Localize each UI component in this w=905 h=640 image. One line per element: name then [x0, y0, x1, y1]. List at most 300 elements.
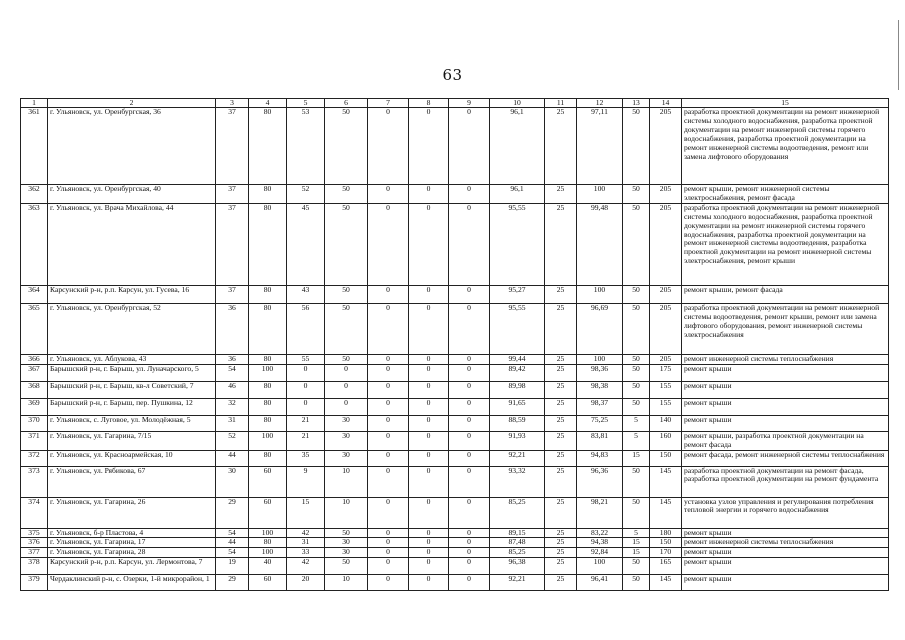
row-number-cell: 374 — [21, 497, 48, 528]
address-cell: Барышский р-н, г. Барыш, ул. Луначарского, 5 — [48, 364, 216, 381]
col-6-cell: 30 — [325, 450, 368, 466]
col-8-cell: 0 — [409, 575, 449, 591]
column-header-14: 14 — [650, 99, 682, 108]
col-8-cell: 0 — [409, 185, 449, 204]
work-types-cell: ремонт крыши, разработка проектной документации на ремонт фасада — [682, 431, 889, 450]
address-cell: г. Ульяновск, ул. Врача Михайлова, 44 — [48, 203, 216, 285]
address-cell: г. Ульяновск, ул. Гагарина, 26 — [48, 497, 216, 528]
col-4-cell: 60 — [249, 497, 287, 528]
col-3-cell: 37 — [216, 285, 249, 303]
repair-program-table — [20, 98, 889, 591]
col-7-cell: 0 — [368, 558, 409, 575]
col-14-cell: 205 — [650, 203, 682, 285]
column-header-15: 15 — [682, 99, 889, 108]
col-8-cell: 0 — [409, 303, 449, 354]
work-types-cell: установка узлов управления и регулирования потребления тепловой энергии и горячего водоснабжения — [682, 497, 889, 528]
table-row — [21, 303, 889, 354]
col-11-cell: 25 — [545, 466, 577, 497]
address-cell: Барышский р-н, г. Барыш, кв-л Советский, 7 — [48, 381, 216, 398]
col-10-cell: 92,21 — [490, 450, 545, 466]
col-14-cell: 205 — [650, 303, 682, 354]
col-13-cell: 50 — [623, 364, 650, 381]
col-11-cell: 25 — [545, 364, 577, 381]
col-12-cell: 100 — [577, 285, 623, 303]
col-5-cell: 20 — [287, 575, 325, 591]
column-header-11: 11 — [545, 99, 577, 108]
address-cell: г. Ульяновск, с. Луговое, ул. Молодёжная, 5 — [48, 415, 216, 431]
col-6-cell: 50 — [325, 528, 368, 538]
col-6-cell: 30 — [325, 548, 368, 558]
table-row — [21, 185, 889, 204]
col-11-cell: 25 — [545, 381, 577, 398]
row-number-cell: 370 — [21, 415, 48, 431]
col-10-cell: 96,1 — [490, 185, 545, 204]
col-11-cell: 25 — [545, 285, 577, 303]
col-14-cell: 150 — [650, 450, 682, 466]
col-7-cell: 0 — [368, 285, 409, 303]
col-3-cell: 44 — [216, 450, 249, 466]
table-row — [21, 108, 889, 185]
col-12-cell: 75,25 — [577, 415, 623, 431]
col-11-cell: 25 — [545, 538, 577, 548]
col-11-cell: 25 — [545, 431, 577, 450]
work-types-cell: ремонт инженерной системы теплоснабжения — [682, 354, 889, 364]
row-number-cell: 375 — [21, 528, 48, 538]
col-11-cell: 25 — [545, 203, 577, 285]
column-header-6: 6 — [325, 99, 368, 108]
col-13-cell: 50 — [623, 354, 650, 364]
work-types-cell: ремонт крыши — [682, 548, 889, 558]
address-cell: Карсунский р-н, р.п. Карсун, ул. Гусева, 16 — [48, 285, 216, 303]
col-3-cell: 30 — [216, 466, 249, 497]
col-7-cell: 0 — [368, 415, 409, 431]
address-cell: г. Ульяновск, ул. Гагарина, 28 — [48, 548, 216, 558]
col-10-cell: 96,1 — [490, 108, 545, 185]
col-10-cell: 92,21 — [490, 575, 545, 591]
address-cell: г. Ульяновск, ул. Красноармейская, 10 — [48, 450, 216, 466]
col-13-cell: 50 — [623, 203, 650, 285]
col-13-cell: 15 — [623, 548, 650, 558]
col-3-cell: 54 — [216, 364, 249, 381]
col-3-cell: 36 — [216, 303, 249, 354]
work-types-cell: разработка проектной документации на ремонт инженерной системы холодного водоснабжения, разработка проектной документации на ремонт инженерной системы горячего водоснабжения, разработка проектной документации на ремонт инженерной системы водоотведения, разработка проектной документации на ремонт инженерной системы электроснабжения, ремонт крыши — [682, 203, 889, 285]
col-3-cell: 37 — [216, 203, 249, 285]
col-6-cell: 0 — [325, 381, 368, 398]
col-11-cell: 25 — [545, 528, 577, 538]
col-8-cell: 0 — [409, 497, 449, 528]
col-8-cell: 0 — [409, 431, 449, 450]
col-6-cell: 50 — [325, 108, 368, 185]
col-7-cell: 0 — [368, 497, 409, 528]
work-types-cell: ремонт фасада, ремонт инженерной системы теплоснабжения — [682, 450, 889, 466]
col-9-cell: 0 — [449, 203, 490, 285]
page-number: 63 — [442, 66, 463, 84]
table-row — [21, 450, 889, 466]
work-types-cell: ремонт крыши — [682, 415, 889, 431]
col-14-cell: 145 — [650, 466, 682, 497]
work-types-cell: ремонт крыши — [682, 528, 889, 538]
address-cell: г. Ульяновск, ул. Оренбургская, 52 — [48, 303, 216, 354]
column-header-7: 7 — [368, 99, 409, 108]
row-number-cell: 371 — [21, 431, 48, 450]
col-10-cell: 99,44 — [490, 354, 545, 364]
work-types-cell: ремонт крыши, ремонт инженерной системы электроснабжения, ремонт фасада — [682, 185, 889, 204]
col-7-cell: 0 — [368, 203, 409, 285]
col-7-cell: 0 — [368, 466, 409, 497]
col-11-cell: 25 — [545, 415, 577, 431]
col-7-cell: 0 — [368, 528, 409, 538]
col-4-cell: 80 — [249, 398, 287, 415]
table-row — [21, 203, 889, 285]
col-5-cell: 56 — [287, 303, 325, 354]
row-number-cell: 369 — [21, 398, 48, 415]
col-8-cell: 0 — [409, 415, 449, 431]
row-number-cell: 365 — [21, 303, 48, 354]
address-cell: Чердаклинский р-н, с. Озерки, 1-й микрорайон, 1 — [48, 575, 216, 591]
address-cell: г. Ульяновск, ул. Рябикова, 67 — [48, 466, 216, 497]
col-10-cell: 89,98 — [490, 381, 545, 398]
address-cell: Барышский р-н, г. Барыш, пер. Пушкина, 12 — [48, 398, 216, 415]
col-8-cell: 0 — [409, 548, 449, 558]
col-5-cell: 43 — [287, 285, 325, 303]
row-number-cell: 364 — [21, 285, 48, 303]
col-6-cell: 50 — [325, 558, 368, 575]
col-3-cell: 29 — [216, 575, 249, 591]
col-13-cell: 15 — [623, 538, 650, 548]
col-3-cell: 46 — [216, 381, 249, 398]
col-9-cell: 0 — [449, 548, 490, 558]
col-14-cell: 155 — [650, 398, 682, 415]
col-10-cell: 96,38 — [490, 558, 545, 575]
work-types-cell: разработка проектной документации на ремонт фасада, разработка проектной документации на ремонт фундамента — [682, 466, 889, 497]
col-9-cell: 0 — [449, 497, 490, 528]
col-12-cell: 94,83 — [577, 450, 623, 466]
col-8-cell: 0 — [409, 538, 449, 548]
col-11-cell: 25 — [545, 108, 577, 185]
table-row — [21, 497, 889, 528]
col-8-cell: 0 — [409, 285, 449, 303]
table-row — [21, 528, 889, 538]
work-types-cell: ремонт крыши, ремонт фасада — [682, 285, 889, 303]
col-12-cell: 100 — [577, 354, 623, 364]
work-types-cell: разработка проектной документации на ремонт инженерной системы водоотведения, ремонт крыши, ремонт или замена лифтового оборудования, ремонт инженерной системы электроснабжения — [682, 303, 889, 354]
col-5-cell: 42 — [287, 558, 325, 575]
col-11-cell: 25 — [545, 185, 577, 204]
col-13-cell: 50 — [623, 575, 650, 591]
address-cell: г. Ульяновск, ул. Оренбургская, 36 — [48, 108, 216, 185]
col-8-cell: 0 — [409, 398, 449, 415]
col-12-cell: 98,37 — [577, 398, 623, 415]
col-3-cell: 52 — [216, 431, 249, 450]
col-14-cell: 155 — [650, 381, 682, 398]
col-8-cell: 0 — [409, 203, 449, 285]
col-14-cell: 180 — [650, 528, 682, 538]
col-14-cell: 205 — [650, 185, 682, 204]
col-10-cell: 89,42 — [490, 364, 545, 381]
col-6-cell: 50 — [325, 303, 368, 354]
col-14-cell: 205 — [650, 285, 682, 303]
col-10-cell: 95,55 — [490, 303, 545, 354]
col-9-cell: 0 — [449, 558, 490, 575]
col-9-cell: 0 — [449, 303, 490, 354]
column-header-3: 3 — [216, 99, 249, 108]
col-8-cell: 0 — [409, 364, 449, 381]
col-6-cell: 10 — [325, 466, 368, 497]
col-12-cell: 99,48 — [577, 203, 623, 285]
col-11-cell: 25 — [545, 575, 577, 591]
table-row — [21, 415, 889, 431]
col-13-cell: 50 — [623, 303, 650, 354]
column-header-5: 5 — [287, 99, 325, 108]
col-5-cell: 0 — [287, 398, 325, 415]
col-3-cell: 44 — [216, 538, 249, 548]
col-9-cell: 0 — [449, 466, 490, 497]
col-13-cell: 5 — [623, 415, 650, 431]
col-9-cell: 0 — [449, 381, 490, 398]
col-13-cell: 50 — [623, 185, 650, 204]
col-4-cell: 80 — [249, 203, 287, 285]
col-12-cell: 98,21 — [577, 497, 623, 528]
col-3-cell: 32 — [216, 398, 249, 415]
col-14-cell: 205 — [650, 108, 682, 185]
col-12-cell: 97,11 — [577, 108, 623, 185]
col-10-cell: 85,25 — [490, 497, 545, 528]
column-header-12: 12 — [577, 99, 623, 108]
col-14-cell: 140 — [650, 415, 682, 431]
table-row — [21, 558, 889, 575]
col-9-cell: 0 — [449, 108, 490, 185]
col-12-cell: 96,69 — [577, 303, 623, 354]
row-number-cell: 362 — [21, 185, 48, 204]
col-4-cell: 100 — [249, 548, 287, 558]
col-4-cell: 100 — [249, 431, 287, 450]
table-row — [21, 466, 889, 497]
table-row — [21, 354, 889, 364]
col-6-cell: 30 — [325, 415, 368, 431]
col-3-cell: 37 — [216, 108, 249, 185]
work-types-cell: ремонт инженерной системы теплоснабжения — [682, 538, 889, 548]
col-10-cell: 85,25 — [490, 548, 545, 558]
col-6-cell: 50 — [325, 185, 368, 204]
col-5-cell: 45 — [287, 203, 325, 285]
table-row — [21, 285, 889, 303]
col-8-cell: 0 — [409, 108, 449, 185]
col-5-cell: 42 — [287, 528, 325, 538]
table-row — [21, 398, 889, 415]
column-header-4: 4 — [249, 99, 287, 108]
column-header-2: 2 — [48, 99, 216, 108]
column-header-8: 8 — [409, 99, 449, 108]
col-3-cell: 19 — [216, 558, 249, 575]
row-number-cell: 376 — [21, 538, 48, 548]
col-12-cell: 96,41 — [577, 575, 623, 591]
col-10-cell: 91,93 — [490, 431, 545, 450]
col-11-cell: 25 — [545, 303, 577, 354]
col-7-cell: 0 — [368, 575, 409, 591]
row-number-cell: 366 — [21, 354, 48, 364]
col-5-cell: 53 — [287, 108, 325, 185]
col-13-cell: 50 — [623, 497, 650, 528]
col-10-cell: 93,32 — [490, 466, 545, 497]
address-cell: Карсунский р-н, р.п. Карсун, ул. Лермонтова, 7 — [48, 558, 216, 575]
col-9-cell: 0 — [449, 185, 490, 204]
address-cell: г. Ульяновск, ул. Аблукова, 43 — [48, 354, 216, 364]
col-9-cell: 0 — [449, 415, 490, 431]
col-6-cell: 50 — [325, 285, 368, 303]
col-4-cell: 80 — [249, 381, 287, 398]
col-5-cell: 31 — [287, 538, 325, 548]
col-9-cell: 0 — [449, 398, 490, 415]
col-5-cell: 0 — [287, 364, 325, 381]
col-3-cell: 29 — [216, 497, 249, 528]
column-header-10: 10 — [490, 99, 545, 108]
col-4-cell: 80 — [249, 450, 287, 466]
col-6-cell: 50 — [325, 203, 368, 285]
column-number-row — [21, 99, 889, 108]
col-7-cell: 0 — [368, 303, 409, 354]
col-12-cell: 83,22 — [577, 528, 623, 538]
col-4-cell: 100 — [249, 528, 287, 538]
col-7-cell: 0 — [368, 108, 409, 185]
col-3-cell: 37 — [216, 185, 249, 204]
col-6-cell: 10 — [325, 497, 368, 528]
work-types-cell: разработка проектной документации на ремонт инженерной системы холодного водоснабжения, разработка проектной документации на ремонт инженерной системы горячего водоснабжения, разработка проектной документации на ремонт инженерной системы водоотведения, ремонт или замена лифтового оборудования — [682, 108, 889, 185]
table-row — [21, 538, 889, 548]
col-8-cell: 0 — [409, 381, 449, 398]
col-12-cell: 100 — [577, 185, 623, 204]
col-14-cell: 205 — [650, 354, 682, 364]
col-12-cell: 100 — [577, 558, 623, 575]
col-4-cell: 80 — [249, 538, 287, 548]
col-4-cell: 40 — [249, 558, 287, 575]
work-types-cell: ремонт крыши — [682, 558, 889, 575]
col-3-cell: 54 — [216, 548, 249, 558]
col-3-cell: 31 — [216, 415, 249, 431]
work-types-cell: ремонт крыши — [682, 398, 889, 415]
row-number-cell: 372 — [21, 450, 48, 466]
column-header-13: 13 — [623, 99, 650, 108]
col-10-cell: 95,27 — [490, 285, 545, 303]
col-6-cell: 30 — [325, 538, 368, 548]
col-11-cell: 25 — [545, 548, 577, 558]
col-4-cell: 80 — [249, 185, 287, 204]
col-6-cell: 30 — [325, 431, 368, 450]
col-5-cell: 55 — [287, 354, 325, 364]
col-12-cell: 98,36 — [577, 364, 623, 381]
col-10-cell: 91,65 — [490, 398, 545, 415]
col-5-cell: 52 — [287, 185, 325, 204]
col-4-cell: 80 — [249, 415, 287, 431]
table-row — [21, 431, 889, 450]
col-14-cell: 145 — [650, 575, 682, 591]
col-5-cell: 15 — [287, 497, 325, 528]
address-cell: г. Ульяновск, ул. Оренбургская, 40 — [48, 185, 216, 204]
col-10-cell: 88,59 — [490, 415, 545, 431]
col-7-cell: 0 — [368, 431, 409, 450]
col-8-cell: 0 — [409, 354, 449, 364]
col-10-cell: 95,55 — [490, 203, 545, 285]
col-9-cell: 0 — [449, 450, 490, 466]
row-number-cell: 378 — [21, 558, 48, 575]
col-9-cell: 0 — [449, 354, 490, 364]
col-14-cell: 170 — [650, 548, 682, 558]
col-13-cell: 50 — [623, 466, 650, 497]
col-3-cell: 54 — [216, 528, 249, 538]
col-7-cell: 0 — [368, 364, 409, 381]
col-9-cell: 0 — [449, 285, 490, 303]
col-14-cell: 175 — [650, 364, 682, 381]
col-13-cell: 50 — [623, 558, 650, 575]
col-11-cell: 25 — [545, 450, 577, 466]
col-11-cell: 25 — [545, 558, 577, 575]
col-5-cell: 33 — [287, 548, 325, 558]
row-number-cell: 363 — [21, 203, 48, 285]
row-number-cell: 379 — [21, 575, 48, 591]
col-13-cell: 5 — [623, 528, 650, 538]
col-14-cell: 160 — [650, 431, 682, 450]
table-row — [21, 381, 889, 398]
col-13-cell: 15 — [623, 450, 650, 466]
col-5-cell: 0 — [287, 381, 325, 398]
col-13-cell: 5 — [623, 431, 650, 450]
col-3-cell: 36 — [216, 354, 249, 364]
col-5-cell: 21 — [287, 431, 325, 450]
work-types-cell: ремонт крыши — [682, 381, 889, 398]
col-8-cell: 0 — [409, 450, 449, 466]
col-6-cell: 10 — [325, 575, 368, 591]
column-header-9: 9 — [449, 99, 490, 108]
col-8-cell: 0 — [409, 528, 449, 538]
col-4-cell: 80 — [249, 285, 287, 303]
row-number-cell: 361 — [21, 108, 48, 185]
col-4-cell: 100 — [249, 364, 287, 381]
col-6-cell: 0 — [325, 364, 368, 381]
col-4-cell: 60 — [249, 575, 287, 591]
col-12-cell: 94,38 — [577, 538, 623, 548]
col-12-cell: 83,81 — [577, 431, 623, 450]
col-12-cell: 96,36 — [577, 466, 623, 497]
row-number-cell: 368 — [21, 381, 48, 398]
col-14-cell: 165 — [650, 558, 682, 575]
col-7-cell: 0 — [368, 185, 409, 204]
table-row — [21, 548, 889, 558]
col-10-cell: 89,15 — [490, 528, 545, 538]
work-types-cell: ремонт крыши — [682, 575, 889, 591]
col-9-cell: 0 — [449, 528, 490, 538]
col-7-cell: 0 — [368, 398, 409, 415]
col-9-cell: 0 — [449, 364, 490, 381]
col-14-cell: 150 — [650, 538, 682, 548]
col-11-cell: 25 — [545, 497, 577, 528]
col-14-cell: 145 — [650, 497, 682, 528]
address-cell: г. Ульяновск, ул. Гагарина, 7/15 — [48, 431, 216, 450]
table-row — [21, 364, 889, 381]
col-4-cell: 80 — [249, 303, 287, 354]
row-number-cell: 377 — [21, 548, 48, 558]
address-cell: г. Ульяновск, б-р Пластова, 4 — [48, 528, 216, 538]
col-11-cell: 25 — [545, 398, 577, 415]
col-5-cell: 21 — [287, 415, 325, 431]
row-number-cell: 373 — [21, 466, 48, 497]
col-5-cell: 35 — [287, 450, 325, 466]
col-9-cell: 0 — [449, 431, 490, 450]
col-13-cell: 50 — [623, 398, 650, 415]
work-types-cell: ремонт крыши — [682, 364, 889, 381]
table-row — [21, 575, 889, 591]
col-7-cell: 0 — [368, 381, 409, 398]
col-6-cell: 0 — [325, 398, 368, 415]
col-8-cell: 0 — [409, 558, 449, 575]
